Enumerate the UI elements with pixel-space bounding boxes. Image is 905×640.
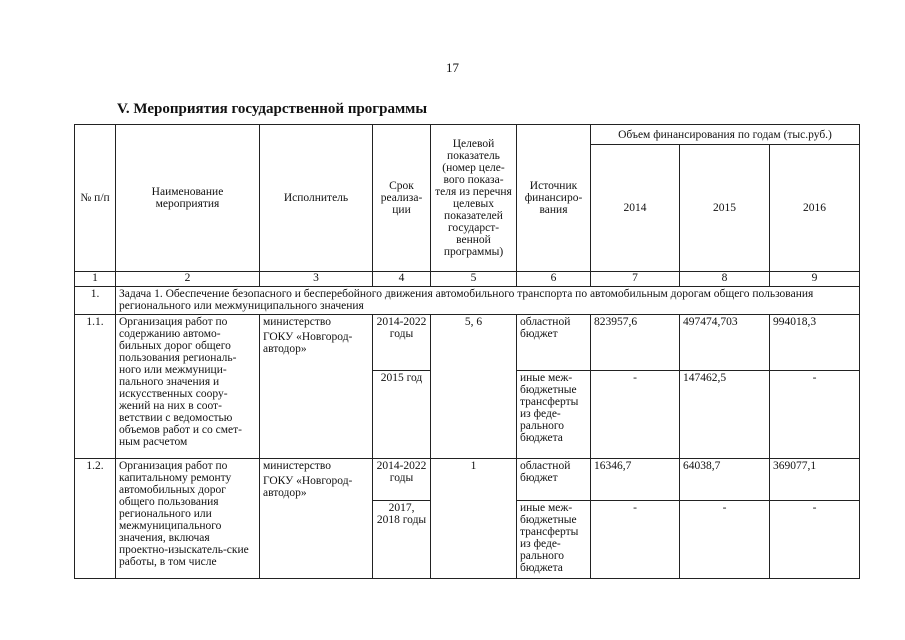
row-value-2014: 16346,7 <box>591 459 680 501</box>
row-period: 2017, 2018 годы <box>373 501 431 579</box>
row-number: 1.2. <box>75 459 116 579</box>
row-name: Организация работ по содержанию автомо-бильных дорог общего пользования региональ-ного или межмуници-пального значения и искусственных соору-жений на них в соот-ветствии с ведомостью объемов работ и со смет-ным расчетом <box>116 315 260 459</box>
column-index: 3 <box>260 272 373 287</box>
row-indicator: 1 <box>431 459 517 579</box>
row-value-2014: - <box>591 501 680 579</box>
row-value-2015: 147462,5 <box>680 371 770 459</box>
table-row <box>75 315 860 371</box>
row-source: областной бюджет <box>517 459 591 501</box>
executor-line: ГОКУ «Новгород-автодор» <box>263 475 353 499</box>
row-value-2016: - <box>770 371 860 459</box>
row-value-2015: 497474,703 <box>680 315 770 371</box>
row-value-2015: - <box>680 501 770 579</box>
header-funding: Объем финансирования по годам (тыс.руб.) <box>591 125 860 145</box>
header-indicator: Целевой показатель (номер целе-вого показа-теля из перечня целевых показателей государст-венной программы) <box>431 125 517 272</box>
task-text: Задача 1. Обеспечение безопасного и бесперебойного движения автомобильного транспорта по автомобильным дорогам общего пользования регионального или межмуниципального значения <box>116 287 860 315</box>
column-index: 9 <box>770 272 860 287</box>
header-source: Источник финансиро-вания <box>517 125 591 272</box>
header-num: № п/п <box>75 125 116 272</box>
row-source: иные меж-бюджетные трансферты из феде-рального бюджета <box>517 501 591 579</box>
row-source: областной бюджет <box>517 315 591 371</box>
row-number: 1.1. <box>75 315 116 459</box>
header-year-2016: 2016 <box>770 145 860 272</box>
header-year-2014: 2014 <box>591 145 680 272</box>
header-year-2015: 2015 <box>680 145 770 272</box>
row-value-2016: 994018,3 <box>770 315 860 371</box>
row-source: иные меж-бюджетные трансферты из феде-рального бюджета <box>517 371 591 459</box>
row-value-2015: 64038,7 <box>680 459 770 501</box>
task-number: 1. <box>75 287 116 315</box>
column-index: 4 <box>373 272 431 287</box>
row-name: Организация работ по капитальному ремонту автомобильных дорог общего пользования регионального или межмуниципального значения, включая проектно-изыскатель-ские работы, в том числе <box>116 459 260 579</box>
column-index: 7 <box>591 272 680 287</box>
executor-line: министерство <box>263 316 331 328</box>
column-index: 1 <box>75 272 116 287</box>
header-executor: Исполнитель <box>260 125 373 272</box>
task-row <box>75 287 860 315</box>
row-executor <box>260 315 373 459</box>
column-index-row <box>75 272 860 287</box>
column-index: 6 <box>517 272 591 287</box>
row-value-2014: 823957,6 <box>591 315 680 371</box>
executor-line: ГОКУ «Новгород-автодор» <box>263 331 353 355</box>
executor-line: министерство <box>263 460 331 472</box>
table-row <box>75 459 860 501</box>
header-name: Наименование мероприятия <box>116 125 260 272</box>
row-value-2016: - <box>770 501 860 579</box>
row-period: 2015 год <box>373 371 431 459</box>
section-title: V. Мероприятия государственной программы <box>117 101 428 117</box>
row-value-2016: 369077,1 <box>770 459 860 501</box>
column-index: 2 <box>116 272 260 287</box>
row-period: 2014-2022 годы <box>373 459 431 501</box>
row-executor <box>260 459 373 579</box>
program-table <box>74 124 860 579</box>
column-index: 5 <box>431 272 517 287</box>
row-period: 2014-2022 годы <box>373 315 431 371</box>
row-indicator: 5, 6 <box>431 315 517 459</box>
row-value-2014: - <box>591 371 680 459</box>
header-period: Срок реализа-ции <box>373 125 431 272</box>
page-number: 17 <box>446 60 459 75</box>
column-index: 8 <box>680 272 770 287</box>
